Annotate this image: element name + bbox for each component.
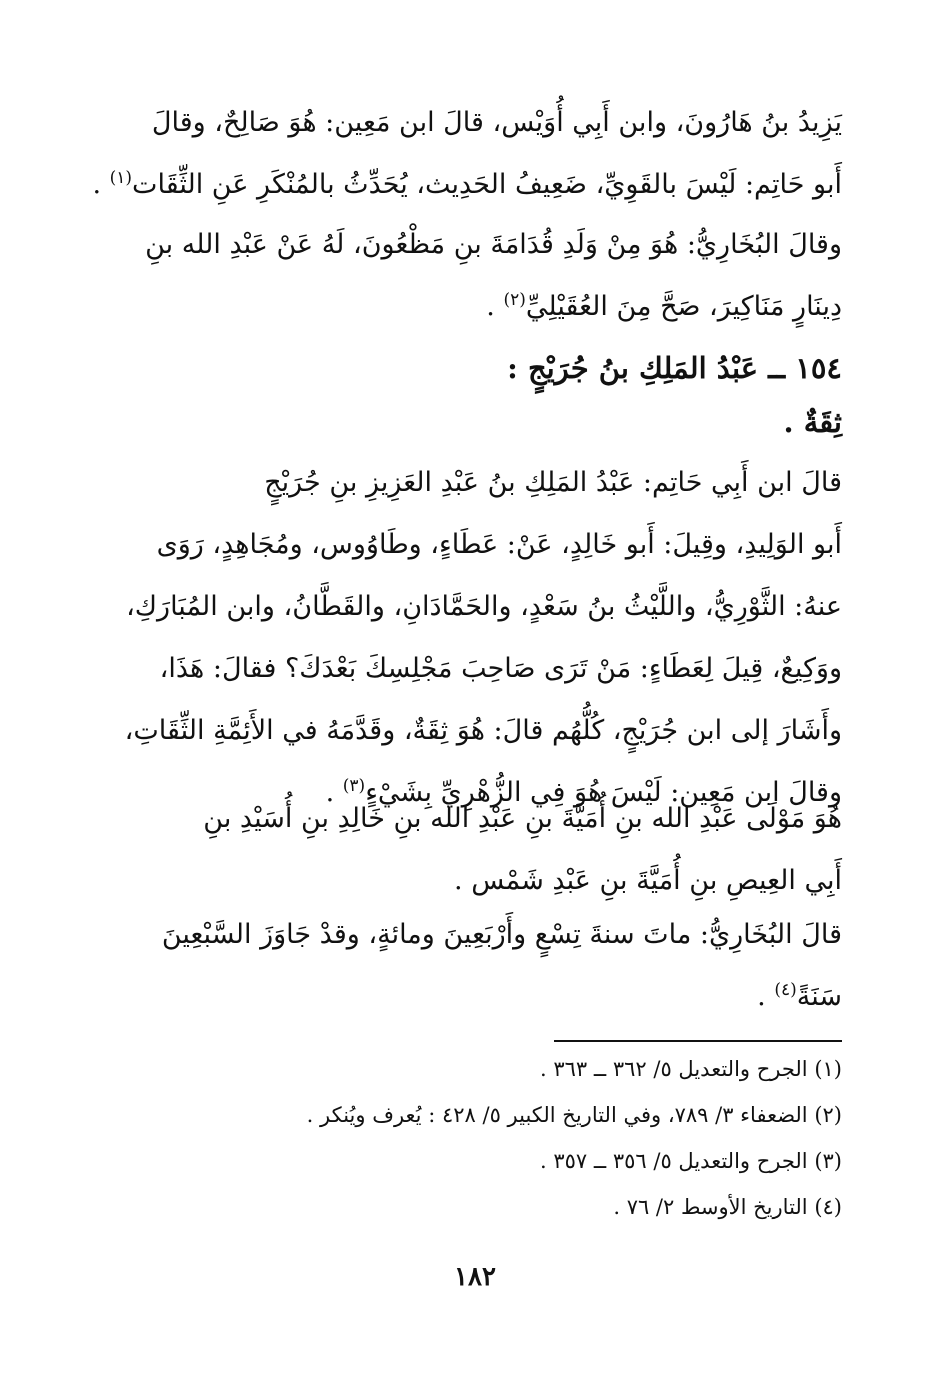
paragraph-4-line-1: هُوَ مَوْلَى عَبْدِ الله بنِ أُمَيَّةَ بنِ عَبْدِ الله بنِ خَالِدِ بنِ أُسَيْدِ بنِ bbox=[203, 803, 842, 834]
footnote-ref-3[interactable]: (٣) bbox=[342, 776, 366, 796]
entry-heading: ١٥٤ ــ عَبْدُ المَلِكِ بنُ جُرَيْجٍ : bbox=[507, 351, 842, 385]
entry-grade: ثِقَةٌ . bbox=[783, 405, 842, 439]
paragraph-5 bbox=[102, 904, 842, 1028]
footnote-divider bbox=[554, 1040, 842, 1042]
paragraph-3-line-4: ووَكِيعٌ، قِيلَ لِعَطَاءٍ: مَنْ تَرَى صَاحِبَ مَجْلِسِكَ بَعْدَكَ؟ فقالَ: هَذَا، bbox=[159, 653, 842, 684]
paragraph-2-end: . bbox=[486, 291, 504, 322]
paragraph-2-line-2-text: دِينَارٍ مَنَاكِيرَ، صَحَّ مِنَ العُقَيْلِيِّ bbox=[525, 291, 842, 322]
paragraph-3-line-3: عنهُ: الثَّوْرِيُّ، واللَّيْثُ بنُ سَعْدٍ، والحَمَّادَانِ، والقَطَّانُ، وابن المُبَارَكِ، bbox=[126, 591, 842, 622]
footnote-ref-2[interactable]: (٢) bbox=[503, 290, 526, 310]
paragraph-2 bbox=[102, 214, 842, 338]
footnote-ref-4[interactable]: (٤) bbox=[774, 980, 797, 1000]
paragraph-5-line-1: قالَ البُخَارِيُّ: ماتَ سنةَ تِسْعٍ وأَرْبَعِينَ ومائةٍ، وقدْ جَاوَزَ السَّبْعِينَ bbox=[161, 919, 842, 950]
paragraph-3-end: . bbox=[325, 777, 343, 808]
footnote-2: (٢) الضعفاء ٣/ ٧٨٩، وفي التاريخ الكبير ٥/ ٤٢٨ : يُعرف ويُنكر . bbox=[306, 1103, 842, 1127]
footnote-1: (١) الجرح والتعديل ٥/ ٣٦٢ ــ ٣٦٣ . bbox=[540, 1057, 842, 1081]
footnote-ref-1[interactable]: (١) bbox=[109, 168, 133, 188]
paragraph-1-line-2 bbox=[92, 154, 842, 216]
paragraph-1-end: . bbox=[92, 169, 110, 200]
paragraph-3-line-6-text: وقالَ ابن مَعِين: لَيْسَ هُوَ فِي الزُّهْرِيِّ بِشَيْءٍ bbox=[365, 777, 842, 808]
paragraph-3 bbox=[102, 452, 842, 824]
paragraph-1-line-1: يَزِيدُ بنُ هَارُونَ، وابن أَبِي أُوَيْس، قالَ ابن مَعِين: هُوَ صَالِحٌ، وقالَ bbox=[151, 107, 842, 138]
paragraph-1-line-2-text: أَبو حَاتِم: لَيْسَ بالقَوِيِّ، ضَعِيفُ الحَدِيث، يُحَدِّثُ بالمُنْكَرِ عَنِ الثِّقَات bbox=[132, 169, 842, 200]
page-number: ١٨٢ bbox=[454, 1262, 496, 1292]
paragraph-1 bbox=[92, 92, 842, 216]
footnote-4: (٤) التاريخ الأوسط ٢/ ٧٦ . bbox=[613, 1195, 842, 1219]
paragraph-2-line-2 bbox=[102, 276, 842, 338]
paragraph-4 bbox=[102, 788, 842, 912]
paragraph-3-line-5: وأَشَارَ إلى ابن جُرَيْجٍ، كُلُّهُم قالَ: هُوَ ثِقَةٌ، وقَدَّمَهُ في الأَئِمَّةِ الثِّقَاتِ، bbox=[124, 715, 842, 746]
paragraph-3-line-1: قالَ ابن أَبِي حَاتِم: عَبْدُ المَلِكِ بنُ عَبْدِ العَزِيزِ بنِ جُرَيْجٍ bbox=[264, 467, 842, 498]
paragraph-4-line-2: أَبِي العِيصِ بنِ أُمَيَّةَ بنِ عَبْدِ شَمْس . bbox=[454, 865, 842, 896]
paragraph-3-line-2: أَبو الوَلِيدِ، وقِيلَ: أَبو خَالِدٍ، عَنْ: عَطَاءٍ، وطَاوُوس، ومُجَاهِدٍ، رَوَى bbox=[156, 529, 842, 560]
paragraph-5-line-2-text: سَنَةً bbox=[796, 981, 842, 1012]
footnote-3: (٣) الجرح والتعديل ٥/ ٣٥٦ ــ ٣٥٧ . bbox=[540, 1149, 842, 1173]
paragraph-2-line-1: وقالَ البُخَارِيُّ: هُوَ مِنْ وَلَدِ قُدَامَةَ بنِ مَظْعُونَ، لَهُ عَنْ عَبْدِ الله بنِ bbox=[145, 229, 842, 260]
paragraph-5-end: . bbox=[757, 981, 775, 1012]
paragraph-5-line-2 bbox=[102, 966, 842, 1028]
